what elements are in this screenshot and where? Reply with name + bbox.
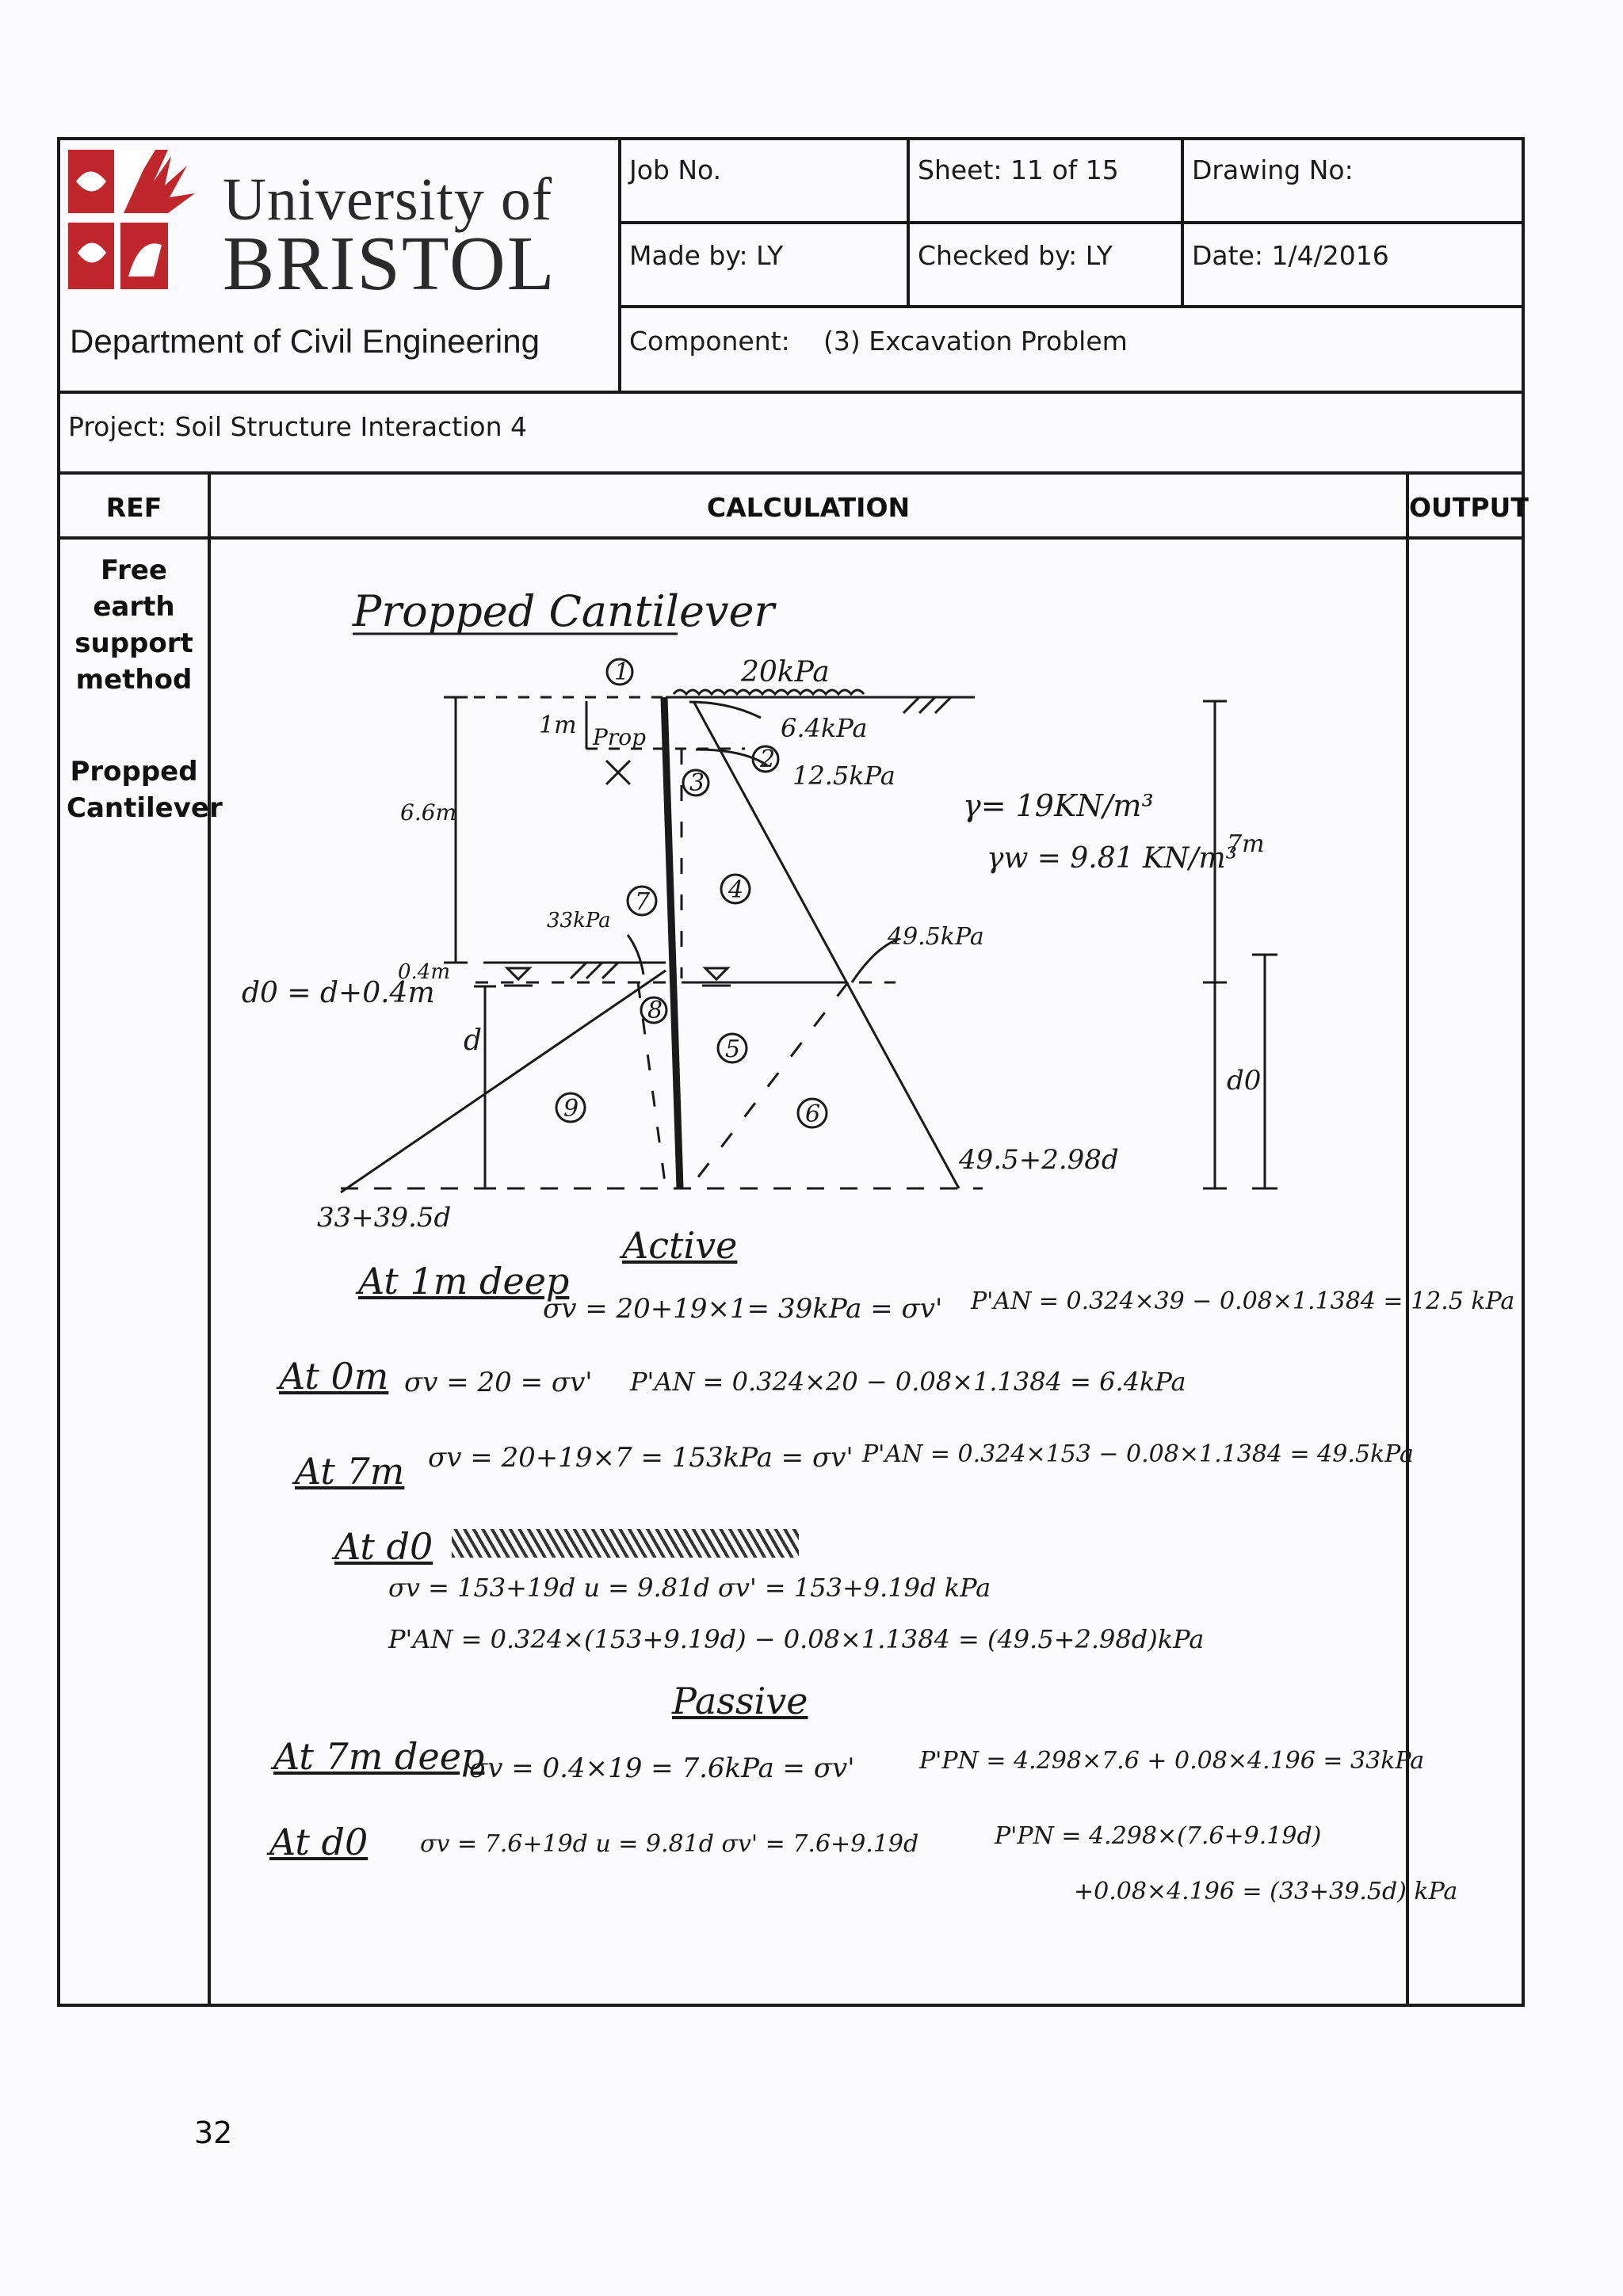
calc-d0-pan: P'AN = 0.324×(153+9.19d) − 0.08×1.1384 = (49.5+2.98d)kPa [388, 1624, 1205, 1654]
scribble-out [452, 1529, 799, 1558]
ref-propped-cantilever: Propped Cantilever [67, 756, 223, 824]
calculation-heading: CALCULATION [706, 492, 911, 523]
sketch-d0-right: d0 [1227, 1065, 1262, 1097]
sheet-label: Sheet: 11 of 15 [918, 154, 1119, 185]
calc-7m-sigma: σv = 20+19×7 = 153kPa = σv' [428, 1442, 854, 1474]
calc-0m-heading: At 0m [279, 1355, 389, 1398]
calc-d0-passive-ppn: P'PN = 4.298×(7.6+9.19d) [995, 1822, 1322, 1850]
calc-7m-deep-ppn: P'PN = 4.298×7.6 + 0.08×4.196 = 33kPa [919, 1747, 1425, 1775]
output-heading: OUTPUT [1409, 492, 1529, 523]
sketch-label-9: 9 [563, 1095, 579, 1123]
calc-1m-heading: At 1m deep [358, 1260, 570, 1302]
sketch-title: Propped Cantilever [353, 586, 775, 636]
calc-1m-pan: P'AN = 0.324×39 − 0.08×1.1384 = 12.5 kPa [971, 1287, 1515, 1315]
logo-line-university: University of [223, 166, 553, 233]
calc-d0-sigma: σv = 153+19d u = 9.81d σv' = 153+9.19d kPa [388, 1573, 991, 1603]
job-no-label: Job No. [629, 154, 722, 185]
calc-7m-deep-heading: At 7m deep [273, 1735, 485, 1778]
department-name: Department of Civil Engineering [70, 322, 540, 360]
heading-active: Active [622, 1224, 738, 1267]
calc-0m-sigma: σv = 20 = σv' [404, 1367, 593, 1398]
ref-heading: REF [105, 492, 162, 523]
sketch-33-plus: 33+39.5d [317, 1202, 452, 1234]
date-label: Date: 1/4/2016 [1192, 240, 1389, 271]
checked-by-label: Checked by: LY [918, 240, 1113, 271]
sketch-pressure-6-4: 6.4kPa [781, 713, 868, 743]
calc-d0-passive-heading: At d0 [269, 1821, 369, 1863]
heading-passive: Passive [672, 1680, 808, 1722]
sketch-1m: 1m [539, 711, 577, 739]
sketch-label-8: 8 [647, 997, 663, 1024]
calc-7m-deep-sigma: σv = 0.4×19 = 7.6kPa = σv' [469, 1753, 855, 1784]
sketch-49-5-plus: 49.5+2.98d [959, 1144, 1119, 1176]
sketch-d0-equation: d0 = d+0.4m [242, 977, 435, 1009]
sketch-pressure-12-5: 12.5kPa [792, 761, 896, 791]
calc-1m-sigma: σv = 20+19×1= 39kPa = σv' [543, 1293, 943, 1325]
sketch-d: d [464, 1024, 483, 1057]
calc-0m-pan: P'AN = 0.324×20 − 0.08×1.1384 = 6.4kPa [630, 1367, 1186, 1397]
sketch-49-5kpa: 49.5kPa [888, 923, 984, 951]
calc-7m-heading: At 7m [295, 1450, 405, 1493]
component-value: (3) Excavation Problem [823, 326, 1128, 357]
sketch-label-4: 4 [728, 876, 744, 904]
sketch-label-3: 3 [689, 769, 705, 797]
sketch-6-6m: 6.6m [400, 799, 457, 826]
sketch-surcharge: 20kPa [741, 656, 830, 688]
sketch-label-1: 1 [614, 658, 630, 686]
calc-d0-passive-sigma: σv = 7.6+19d u = 9.81d σv' = 7.6+9.19d [420, 1830, 919, 1858]
sketch-label-2: 2 [760, 746, 776, 773]
calc-d0-passive-result: +0.08×4.196 = (33+39.5d) kPa [1074, 1878, 1458, 1905]
calc-7m-pan: P'AN = 0.324×153 − 0.08×1.1384 = 49.5kPa [862, 1440, 1414, 1468]
sketch-0-4m: 0.4m [398, 960, 451, 984]
sketch-33kpa: 33kPa [547, 909, 611, 933]
sketch-label-5: 5 [725, 1035, 741, 1063]
sketch-prop: Prop [593, 724, 647, 750]
drawing-no-label: Drawing No: [1192, 154, 1354, 185]
project-label: Project: Soil Structure Interaction 4 [68, 411, 527, 442]
sketch-label-6: 6 [805, 1100, 821, 1128]
sketch-label-7: 7 [635, 888, 651, 916]
calc-d0-heading: At d0 [334, 1525, 433, 1568]
logo-line-bristol: BRISTOL [223, 221, 556, 307]
ref-free-earth: Free earth support method [74, 555, 193, 696]
made-by-label: Made by: LY [629, 240, 784, 271]
sketch-gamma: γ= 19KN/m³ [963, 788, 1154, 823]
page-number: 32 [194, 2115, 233, 2150]
sketch-7m: 7m [1227, 830, 1265, 858]
component-label: Component: [629, 326, 790, 357]
sketch-gamma-w: γw = 9.81 KN/m³ [987, 842, 1238, 875]
